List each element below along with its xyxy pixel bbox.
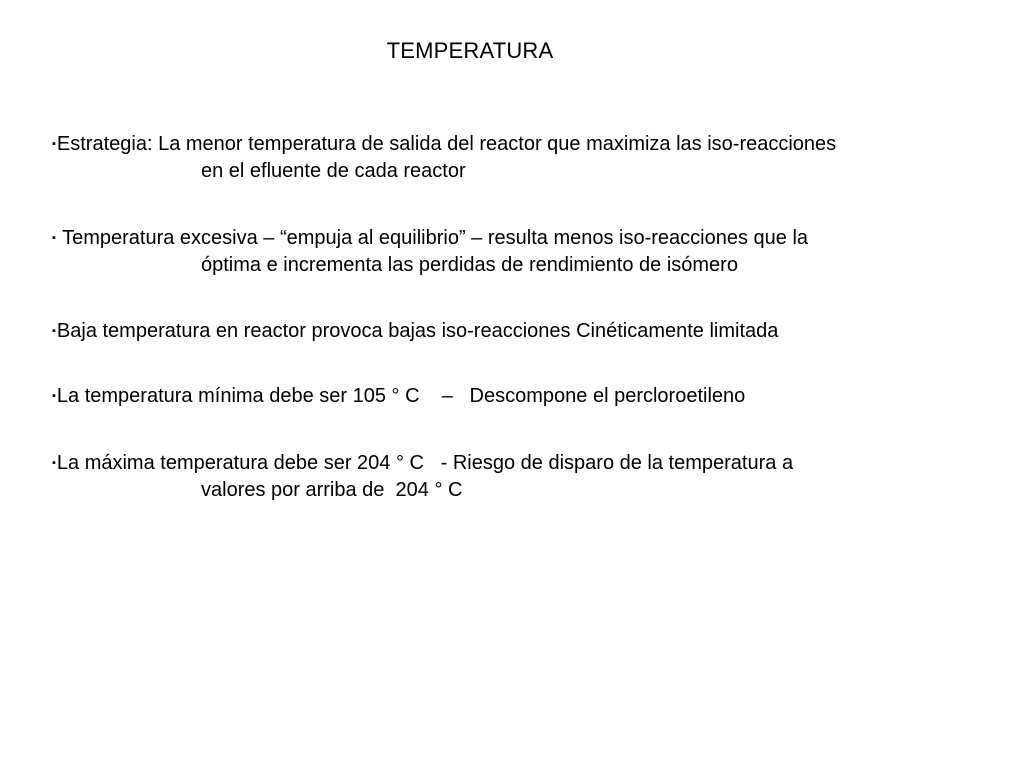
bullet-text: Baja temperatura en reactor provoca bajas iso-reacciones Cinéticamente limitada (56, 320, 779, 342)
bullet-temperatura-maxima (52, 450, 982, 504)
bullet-line (52, 225, 982, 252)
bullet-baja-temperatura (52, 318, 982, 345)
bullet-text: La temperatura mínima debe ser 105 ° C – Descompone el percloroetileno (56, 385, 746, 407)
square-bullet-icon: ▪ (52, 138, 56, 150)
slide-title: TEMPERATURA (386, 38, 554, 63)
bullet-estrategia (52, 131, 982, 185)
square-bullet-icon: ▪ (52, 390, 56, 402)
bullet-text: Estrategia: La menor temperatura de salida del reactor que maximiza las iso-reacciones (56, 133, 837, 155)
bullet-line (52, 318, 982, 345)
square-bullet-icon: ▪ (52, 457, 56, 469)
bullet-text: Temperatura excesiva – “empuja al equilibrio” – resulta menos iso-reacciones que la (56, 227, 809, 249)
bullet-line (52, 383, 982, 410)
bullet-line (52, 450, 982, 477)
square-bullet-icon: ▪ (52, 325, 56, 337)
square-bullet-icon: ▪ (52, 232, 56, 244)
bullet-line (52, 131, 982, 158)
bullet-continuation: valores por arriba de 204 ° C (201, 479, 463, 501)
bullet-temperatura-excesiva (52, 225, 982, 279)
bullet-text: La máxima temperatura debe ser 204 ° C - Riesgo de disparo de la temperatura a (56, 452, 794, 474)
bullet-continuation: óptima e incrementa las perdidas de rendimiento de isómero (201, 254, 738, 276)
bullet-temperatura-minima (52, 383, 982, 410)
bullet-continuation: en el efluente de cada reactor (201, 160, 466, 182)
